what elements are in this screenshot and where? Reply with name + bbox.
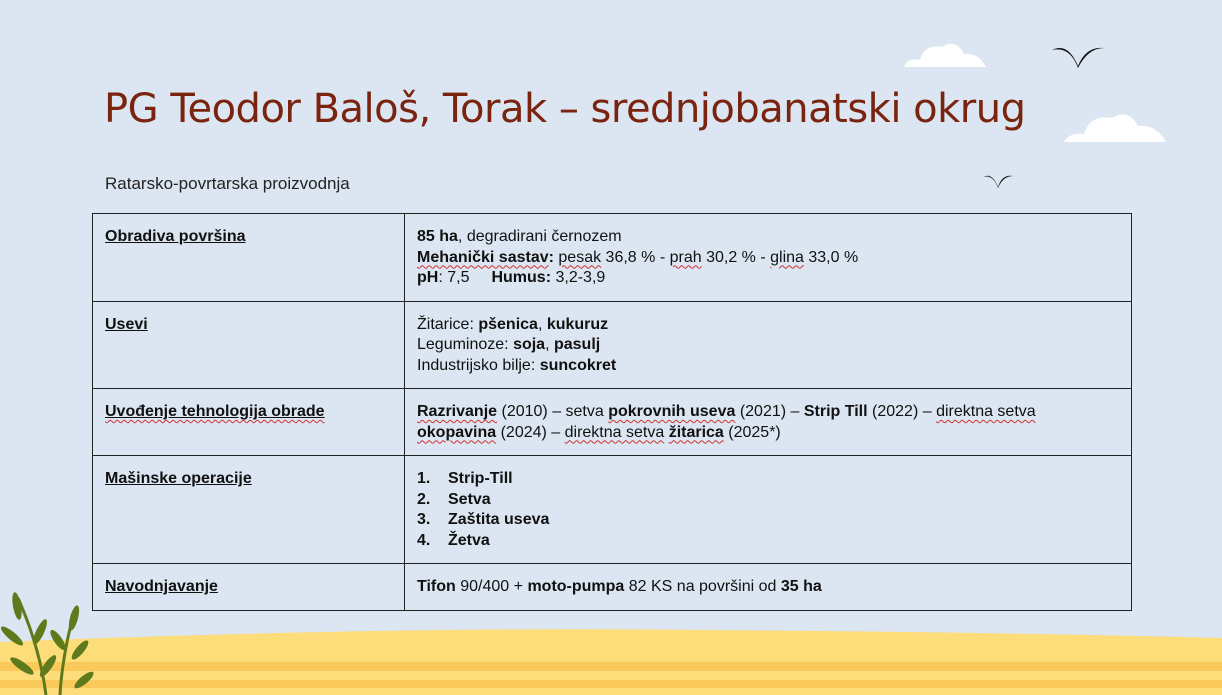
farm-info-table — [92, 213, 1132, 611]
row-value: 85 ha, degradirani černozem Mehanički sastav: pesak 36,8 % - prah 30,2 % - glina 33,0 % pH: 7,5 Humus: 3,2-3,9 — [405, 214, 1132, 302]
bird-icon — [1050, 42, 1106, 70]
plant-icon — [0, 588, 100, 695]
list-item: 4. Žetva — [417, 531, 490, 549]
page-title: PG Teodor Baloš, Torak – srednjobanatski okrug — [104, 86, 1026, 132]
cloud-icon — [900, 40, 990, 70]
row-value: Razrivanje (2010) – setva pokrovnih useva (2021) – Strip Till (2022) – direktna setva okopavina (2024) – direktna setva žitarica (2025*) — [405, 389, 1132, 456]
row-label: Obradiva površina — [93, 214, 405, 302]
row-label: Navodnjavanje — [93, 564, 405, 611]
list-item: 3. Zaštita useva — [417, 511, 550, 528]
row-label: Uvođenje tehnologija obrade — [93, 389, 405, 456]
page-subtitle: Ratarsko-povrtarska proizvodnja — [105, 174, 350, 193]
operations-list — [417, 469, 1119, 551]
table-row — [93, 389, 1132, 456]
cloud-icon — [1060, 108, 1170, 144]
table-row — [93, 456, 1132, 564]
ground-decoration — [0, 620, 1222, 695]
row-label: Mašinske operacije — [93, 456, 405, 564]
table-row — [93, 301, 1132, 389]
row-value — [405, 456, 1132, 564]
bird-icon — [982, 172, 1014, 190]
row-label: Usevi — [93, 301, 405, 389]
table-row — [93, 214, 1132, 302]
list-item: 2. Setva — [417, 490, 491, 508]
row-value: Tifon 90/400 + moto-pumpa 82 KS na površini od 35 ha — [405, 564, 1132, 611]
row-value: Žitarice: pšenica, kukuruz Leguminoze: soja, pasulj Industrijsko bilje: suncokret — [405, 301, 1132, 389]
list-item: 1. Strip-Till — [417, 470, 513, 487]
table-row — [93, 564, 1132, 611]
